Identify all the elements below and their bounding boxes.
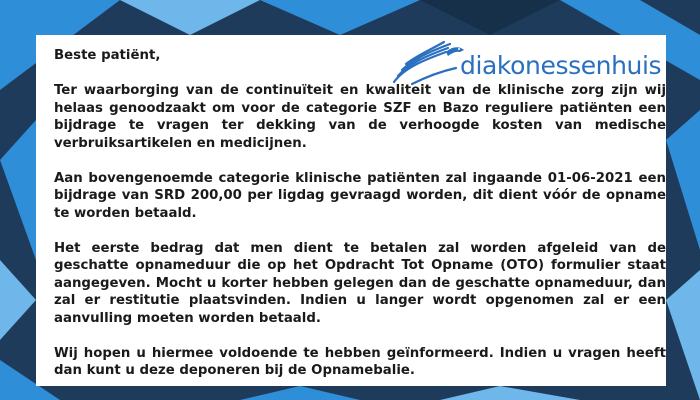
letter-body — [54, 47, 666, 380]
paragraph-closing: Wij hopen u hiermee voldoende te hebben geïnformeerd. Indien u vragen heeft dan kunt u deze deponeren bij de Opnamebalie. — [54, 345, 666, 378]
paragraph-payment: Het eerste bedrag dat men dient te betalen zal worden afgeleid van de geschatte opnameduur die op het Opdracht Tot Opname (OTO) formulier staat aangegeven. Mocht u korter hebben gelegen dan de geschatte opnameduur, dan zal er restitutie plaatsvinden. Indien u langer wordt opgenomen zal er een aanvulling moeten worden betaald. — [54, 240, 666, 326]
greeting: Beste patiënt, — [54, 48, 161, 63]
logo-wordmark: diakonessenhuis — [460, 51, 662, 80]
paragraph-contribution: Aan bovengenoemde categorie klinische patiënten zal ingaande 01-06-2021 een bijdrage van SRD 200,00 per ligdag gevraagd worden, dit dient vóór de opname te worden betaald. — [54, 170, 666, 221]
paragraph-intro: Ter waarborging van de continuïteit en kwaliteit van de klinische zorg zijn wij helaas genoodzaakt om voor de categorie SZF en Bazo reguliere patiënten een bijdrage te vragen ter dekking van de verhoogde kosten van medische verbruiksartikelen en medicijnen. — [54, 83, 666, 151]
letter-card — [36, 35, 666, 386]
